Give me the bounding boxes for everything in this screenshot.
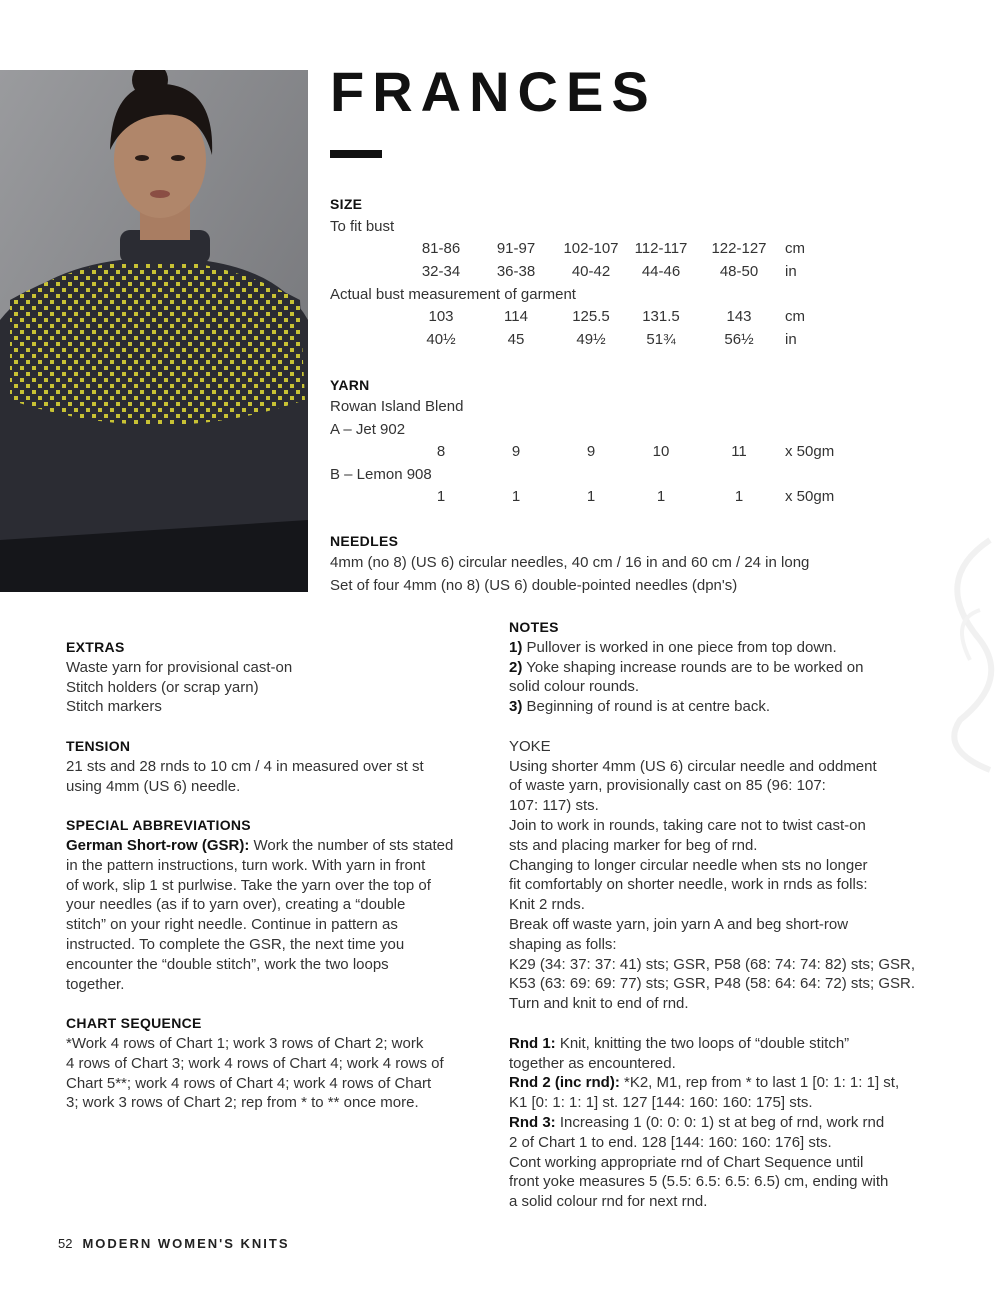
pattern-title: FRANCES	[330, 60, 657, 123]
actual-cm-1: 103	[428, 308, 454, 325]
extras-item: Waste yarn for provisional cast-on	[66, 658, 293, 676]
needles-line-1: 4mm (no 8) (US 6) circular needles, 40 cm / 16 in and 60 cm / 24 in long	[330, 554, 810, 571]
rnd3-label: Rnd 3:	[509, 1113, 556, 1131]
note-number: 2)	[509, 658, 523, 676]
yoke-line: sts and placing marker for beg of rnd.	[509, 836, 758, 854]
actual-in-3: 49½	[576, 331, 606, 348]
to-fit-in-2: 36-38	[496, 263, 536, 280]
extras-heading: EXTRAS	[66, 639, 125, 655]
extras-item: Stitch markers	[66, 698, 162, 716]
yoke-line: Knit 2 rnds.	[509, 896, 585, 914]
yoke-line: Break off waste yarn, join yarn A and beg short-row	[509, 915, 849, 933]
yarn-a-qty-1: 8	[436, 443, 446, 460]
actual-in-5: 56½	[724, 331, 754, 348]
yoke-line: Changing to longer circular needle when sts no longer	[509, 856, 868, 874]
yarn-a-qty-4: 10	[652, 443, 670, 460]
yarn-b-qty-5: 1	[734, 488, 744, 505]
rnd3-text: 2 of Chart 1 to end. 128 [144: 160: 160: 176] sts.	[509, 1133, 832, 1151]
page-number: 52	[58, 1236, 73, 1251]
yarn-b-qty-4: 1	[656, 488, 666, 505]
yoke-line: Join to work in rounds, taking care not to twist cast-on	[509, 816, 866, 834]
actual-cm-2: 114	[504, 308, 528, 325]
chart-seq-line: Chart 5**; work 4 rows of Chart 4; work 4 rows of Chart	[66, 1074, 432, 1092]
yarn-a-unit: x 50gm	[785, 443, 835, 460]
rnd2-text: K1 [0: 1: 1: 1] st. 127 [144: 160: 160: 175] sts.	[509, 1094, 813, 1112]
tension-line: using 4mm (US 6) needle.	[66, 777, 241, 795]
note-text: Pullover is worked in one piece from top down.	[522, 638, 837, 656]
actual-in-4: 51¾	[646, 331, 676, 348]
note-number: 3)	[509, 698, 523, 716]
yoke-line: shaping as folls:	[509, 935, 617, 953]
to-fit-cm-4: 112-117	[634, 240, 688, 257]
gsr-line: instructed. To complete the GSR, the next time you	[66, 935, 405, 953]
gsr-line: encounter the “double stitch”, work the two loops	[66, 955, 389, 973]
unit-cm-actual: cm	[785, 308, 805, 325]
rnd2-text: *K2, M1, rep from * to last 1 [0: 1: 1: 1] st,	[619, 1074, 900, 1092]
yoke-line: front yoke measures 5 (5.5: 6.5: 6.5: 6.5) cm, ending with	[509, 1173, 889, 1191]
to-fit-in-4: 44-46	[641, 263, 681, 280]
note-text: Beginning of round is at centre back.	[522, 698, 770, 716]
yarn-a-label: A – Jet 902	[330, 421, 406, 438]
gsr-line: of work, slip 1 st purlwise. Take the yarn over the top of	[66, 876, 431, 894]
to-fit-cm-1: 81-86	[421, 240, 461, 257]
yarn-heading: YARN	[330, 377, 370, 393]
unit-in: in	[785, 263, 797, 280]
yarn-a-qty-2: 9	[511, 443, 521, 460]
book-title: MODERN WOMEN'S KNITS	[82, 1236, 290, 1251]
gsr-term: German Short-row (GSR):	[66, 836, 250, 854]
note-text: solid colour rounds.	[509, 678, 640, 696]
extras-item: Stitch holders (or scrap yarn)	[66, 678, 259, 696]
yoke-line: Turn and knit to end of rnd.	[509, 995, 689, 1013]
gsr-line: stitch” on your right needle. Continue in pattern as	[66, 916, 398, 934]
yoke-line: K29 (34: 37: 37: 41) sts; GSR, P58 (68: 74: 74: 82) sts; GSR,	[509, 955, 916, 973]
rnd1-text: Knit, knitting the two loops of “double stitch”	[555, 1034, 850, 1052]
yarn-a-qty-3: 9	[586, 443, 596, 460]
to-fit-in-5: 48-50	[719, 263, 759, 280]
special-abbrev-heading: SPECIAL ABBREVIATIONS	[66, 817, 251, 834]
to-fit-cm-2: 91-97	[496, 240, 536, 257]
gsr-line: your needles (as if to yarn over), creating a “double	[66, 896, 406, 914]
actual-in-2: 45	[507, 331, 525, 348]
to-fit-cm-5: 122-127	[711, 240, 767, 257]
rnd3-text: Increasing 1 (0: 0: 0: 1) st at beg of rnd, work rnd	[555, 1113, 885, 1131]
page-footer	[58, 1236, 290, 1251]
yarn-b-qty-2: 1	[511, 488, 521, 505]
yoke-line: fit comfortably on shorter needle, work in rnds as folls:	[509, 876, 868, 894]
unit-in-actual: in	[785, 331, 797, 348]
actual-cm-4: 131.5	[642, 308, 680, 325]
note-text: Yoke shaping increase rounds are to be worked on	[522, 658, 864, 676]
yoke-heading: YOKE	[509, 737, 551, 755]
to-fit-label: To fit bust	[330, 218, 395, 235]
yarn-brand: Rowan Island Blend	[330, 398, 464, 415]
to-fit-in-1: 32-34	[421, 263, 461, 280]
chart-seq-line: *Work 4 rows of Chart 1; work 3 rows of Chart 2; work	[66, 1034, 424, 1052]
right-column	[509, 618, 949, 1212]
yarn-b-qty-1: 1	[436, 488, 446, 505]
note-number: 1)	[509, 638, 523, 656]
yoke-line: Cont working appropriate rnd of Chart Sequence until	[509, 1153, 864, 1171]
gsr-line: together.	[66, 975, 125, 993]
chart-seq-line: 4 rows of Chart 3; work 4 rows of Chart 4; work 4 rows of	[66, 1054, 444, 1072]
unit-cm: cm	[785, 240, 805, 257]
rnd1-label: Rnd 1:	[509, 1034, 556, 1052]
to-fit-cm-3: 102-107	[563, 240, 619, 257]
actual-cm-5: 143	[726, 308, 752, 325]
actual-in-1: 40½	[426, 331, 456, 348]
left-column	[66, 638, 496, 1113]
yarn-a-qty-5: 11	[731, 443, 747, 460]
tension-heading: TENSION	[66, 737, 131, 754]
yoke-line: 107: 117) sts.	[509, 797, 599, 815]
model-photo	[0, 70, 308, 592]
yarn-b-unit: x 50gm	[785, 488, 835, 505]
rnd2-label: Rnd 2 (inc rnd):	[509, 1074, 620, 1092]
gsr-line: in the pattern instructions, turn work. With yarn in front	[66, 856, 426, 874]
rnd1-text: together as encountered.	[509, 1054, 676, 1072]
yoke-line: Using shorter 4mm (US 6) circular needle and oddment	[509, 757, 877, 775]
yoke-line: K53 (63: 69: 69: 77) sts; GSR, P48 (58: 64: 64: 72) sts; GSR.	[509, 975, 916, 993]
tension-line: 21 sts and 28 rnds to 10 cm / 4 in measured over st st	[66, 757, 424, 775]
chart-seq-line: 3; work 3 rows of Chart 2; rep from * to ** once more.	[66, 1094, 419, 1112]
notes-heading: NOTES	[509, 619, 559, 635]
needles-heading: NEEDLES	[330, 533, 399, 549]
yarn-b-qty-3: 1	[586, 488, 596, 505]
yarn-b-label: B – Lemon 908	[330, 466, 432, 483]
chart-sequence-heading: CHART SEQUENCE	[66, 1015, 202, 1032]
size-heading: SIZE	[330, 196, 363, 212]
actual-bust-label: Actual bust measurement of garment	[330, 286, 576, 303]
needles-line-2: Set of four 4mm (no 8) (US 6) double-pointed needles (dpn's)	[330, 577, 738, 594]
to-fit-in-3: 40-42	[571, 263, 611, 280]
gsr-first-line: Work the number of sts stated	[249, 836, 454, 854]
title-rule	[330, 150, 382, 158]
yoke-line: a solid colour rnd for next rnd.	[509, 1193, 708, 1211]
actual-cm-3: 125.5	[572, 308, 610, 325]
yoke-line: of waste yarn, provisionally cast on 85 (96: 107:	[509, 777, 826, 795]
